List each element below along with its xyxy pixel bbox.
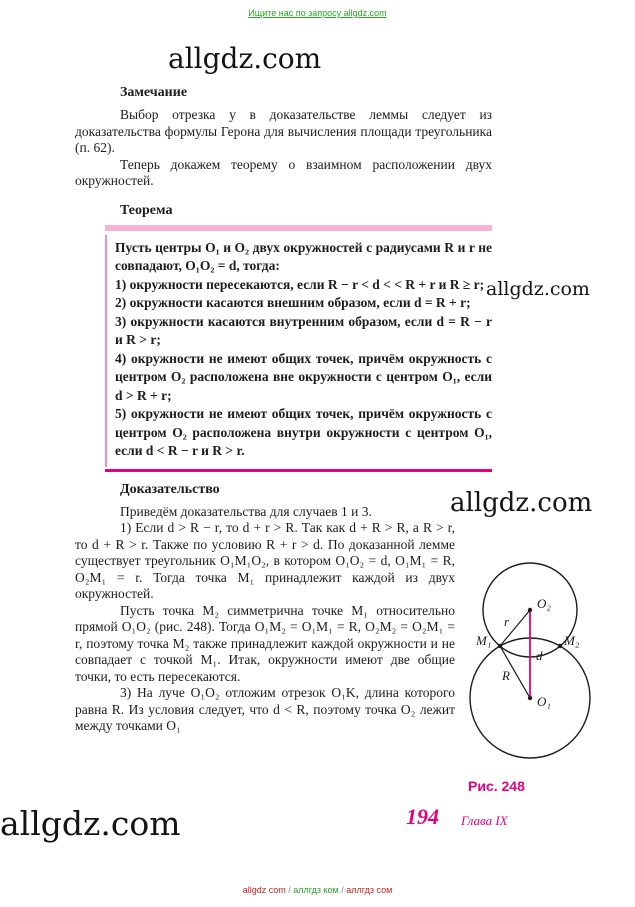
- theorem-item-3: 3) окружности касаются внутренним образом, если d = R − r и R > r;: [115, 313, 492, 347]
- watermark-top: allgdz.com: [168, 42, 322, 75]
- proof-paragraph-2: 1) Если d > R − r, то d + r > R. Так как d + R > R, а R > r, то d + R > r. Также по условию R + r > d. По доказанной лемме существует треугольник O₁M₁O₂, в котором O₁O₂ = d, O₁M₁ = R, O₂M₁ = r. Тогда точка M₁ принадлежит каждой из двух окружностей.: [75, 520, 455, 601]
- label-d: d: [536, 648, 543, 663]
- label-r: r: [504, 614, 510, 629]
- point-o1: [528, 696, 532, 700]
- remark-heading: Замечание: [120, 85, 188, 100]
- watermark-mid-right: allgdz.com: [486, 278, 590, 300]
- point-m1: [498, 644, 502, 648]
- label-o2: O₂: [537, 596, 551, 611]
- theorem-item-5: 5) окружности не имеют общих точек, причём окружность с центром O₂ расположена внутри окружности с центром O₁, если d < R − r и R > r.: [115, 406, 492, 458]
- bottom-banner-link-1[interactable]: allgdz com: [242, 885, 286, 895]
- chapter-label: Глава IX: [461, 813, 508, 828]
- theorem-item-2: 2) окружности касаются внешним образом, если d = R + r;: [115, 295, 471, 310]
- proof-paragraph-1: Приведём доказательства для случаев 1 и 3.: [120, 503, 372, 519]
- bottom-banner-link-3[interactable]: аллгдз сом: [346, 885, 393, 895]
- proof-heading: Доказательство: [120, 481, 220, 497]
- bottom-banner: [0, 885, 635, 895]
- watermark-proof-right: allgdz.com: [450, 488, 593, 518]
- bottom-banner-separator: /: [338, 885, 347, 895]
- figure-248: [452, 546, 622, 781]
- theorem-intro: Пусть центры O₁ и O₂ двух окружностей с радиусами R и r не совпадают, O₁O₂ = d, тогда:: [115, 239, 492, 273]
- remark-paragraph-2: Теперь докажем теорему о взаимном расположении двух окружностей.: [75, 156, 492, 188]
- page-number: 194: [406, 804, 439, 829]
- theorem-item-4: 4) окружности не имеют общих точек, причём окружность с центром O₂ расположена вне окружности с центром O₁, если d > R + r;: [115, 350, 492, 403]
- bottom-banner-link-2[interactable]: аллгдз ком: [293, 885, 339, 895]
- label-R: R: [502, 668, 510, 683]
- watermark-bottom-left: allgdz.com: [0, 804, 181, 843]
- bottom-banner-separator: /: [285, 885, 294, 895]
- circles-diagram: [452, 546, 622, 776]
- label-m2: M₂: [564, 633, 580, 648]
- theorem-heading: Теорема: [120, 202, 173, 218]
- point-m2: [558, 644, 562, 648]
- top-banner-link[interactable]: Ищите нас по запросу allgdz.com: [248, 8, 387, 18]
- theorem-bottom-rule: [105, 469, 492, 472]
- proof-paragraph-3: Пусть точка M₂ симметрична точке M₁ относительно прямой O₁O₂ (рис. 248). Тогда O₁M₂ = O₁M₁ = R, O₂M₂ = O₂M₁ = r, поэтому точка M₂ также принадлежит каждой окружности и не совпадает с точкой M₁. Итак, окружности имеют две общие точки, то есть пересекаются.: [75, 602, 455, 684]
- proof-text: [75, 504, 455, 735]
- point-o2: [528, 608, 532, 612]
- figure-caption: Рис. 248: [468, 778, 525, 794]
- proof-paragraph-4: 3) На луче O₁O₂ отложим отрезок O₁K, длина которого равна R. Из условия следует, что d < R, поэтому точка O₂ лежит между точками O₁: [75, 685, 455, 733]
- theorem-top-bar: [105, 225, 492, 231]
- theorem-box: [105, 235, 492, 467]
- theorem-item-1: 1) окружности пересекаются, если R − r < d < < R + r и R ≥ r;: [115, 276, 485, 292]
- main-column: [75, 84, 492, 735]
- remark-paragraph-1: Выбор отрезка y в доказательстве леммы следует из доказательства формулы Герона для вычисления площади треугольника (п. 62).: [75, 107, 492, 155]
- label-m1: M₁: [476, 633, 492, 648]
- label-o1: O₁: [537, 694, 551, 709]
